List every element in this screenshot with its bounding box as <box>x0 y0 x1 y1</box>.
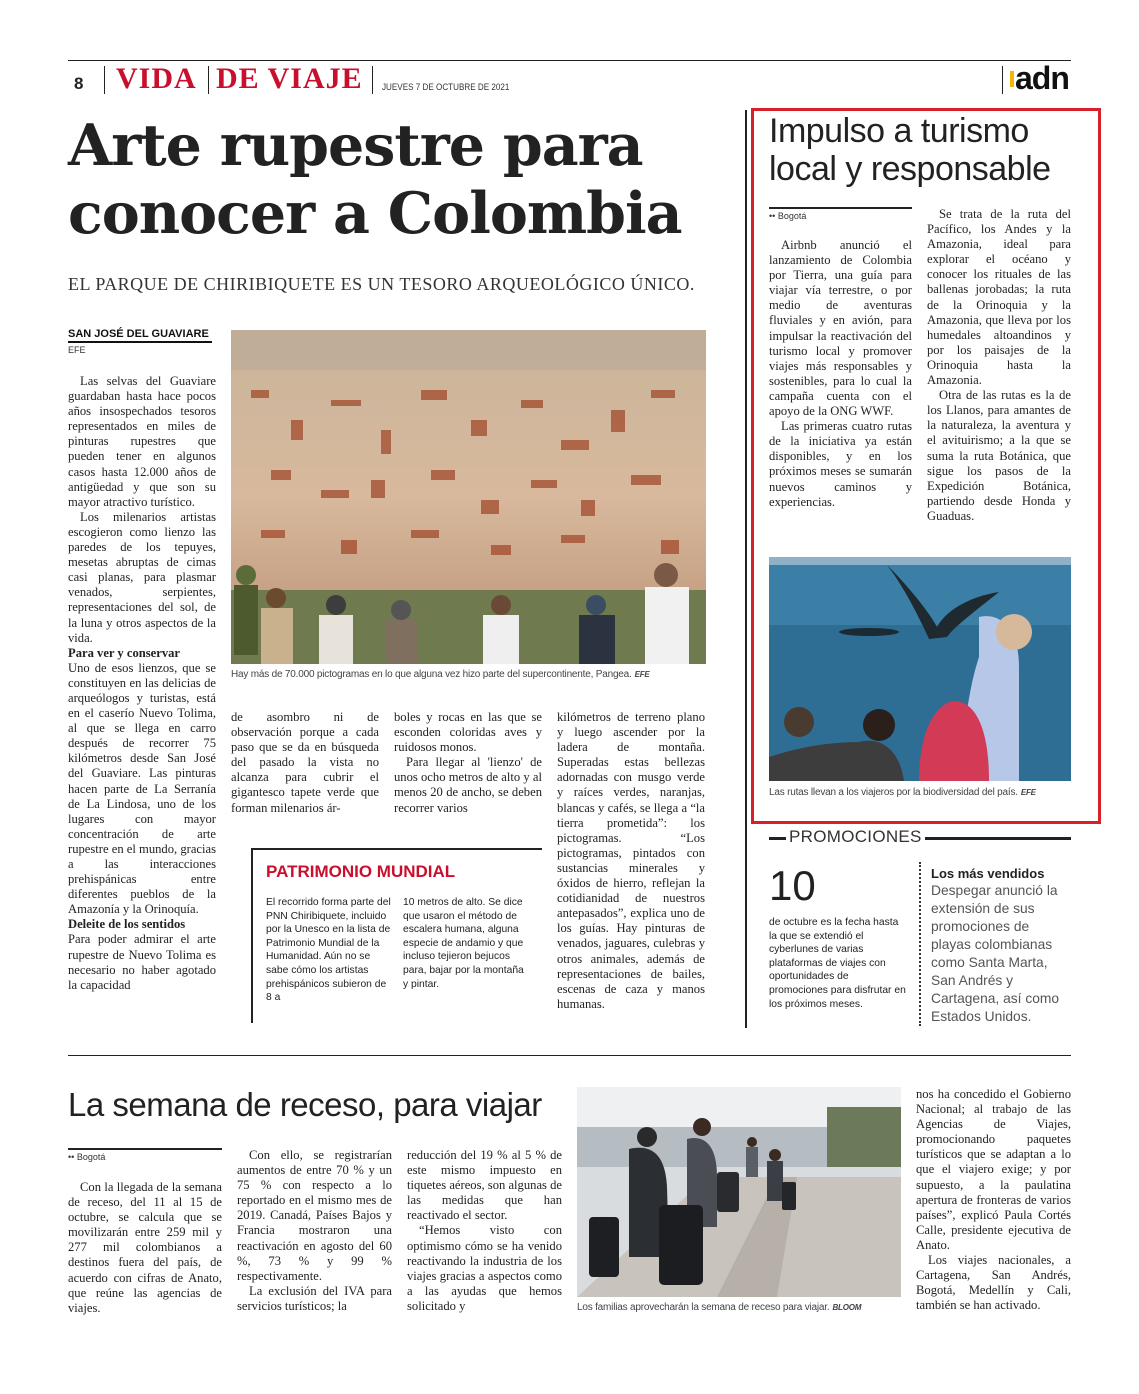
caption-text: Hay más de 70.000 pictogramas en lo que alguna vez hizo parte del supercontinente, Pangea. <box>231 669 632 680</box>
paragraph: Los viajes nacionales, a Cartagena, San Andrés, Bogotá, Medellín y Cali, también se han activado. <box>916 1253 1071 1313</box>
header-divider-2 <box>208 66 209 94</box>
dateline-city: Bogotá <box>777 211 807 221</box>
promo-side-text: Despegar anunció la extensión de sus promociones de playas colombianas como Santa Marta, San Andrés y Cartagena, así como Estados Unidos. <box>931 883 1060 1024</box>
patrimonio-title: PATRIMONIO MUNDIAL <box>266 862 456 881</box>
paragraph: Airbnb anunció el lanzamiento de Colombia por Tierra, una guía para viajar vía terrestre, o por medio de aventuras fluviales y en avión, para impulsar la reactivación del turismo local y promover viajes más responsables y sostenibles, para lo cual la campaña cuenta con el apoyo de la ONG WWF. <box>769 238 912 419</box>
paragraph: boles y rocas en las que se esconden coloridas aves y ruidosos monos. <box>394 710 542 755</box>
main-headline: Arte rupestre para conocer a Colombia <box>68 112 682 247</box>
paragraph: Uno de esos lienzos, que se constituyen en las delicias de arqueólogos y turistas, está en el caserío Nuevo Tolima, al que se llega en carro después de recorrer 75 kilómetros desde San José del Guaviare. Las pinturas hacen parte de La Serranía de La Lindosa, uno de los lugares con mayor concentración de arte rupestre en el mundo, gracias a las interacciones prehispánicas entre diferentes pueblos de la Amazonía y la Orinoquía. <box>68 660 216 917</box>
promo-side-title: Los más vendidos <box>931 866 1045 881</box>
promo-dotted-divider <box>919 862 921 1026</box>
caption-text: Las rutas llevan a los viajeros por la biodiversidad del país. <box>769 787 1018 798</box>
side-dateline: •• Bogotá <box>769 207 912 221</box>
whale-photo-image <box>769 557 1071 781</box>
adn-logo <box>1010 60 1069 97</box>
bottom-column-2 <box>237 1148 392 1314</box>
promo-big-number: 10 <box>769 862 816 909</box>
header-rule <box>68 60 1071 61</box>
side-column-2 <box>927 207 1071 524</box>
section-title-vida: VIDA <box>116 62 197 95</box>
main-dateline <box>68 328 212 355</box>
bottom-dateline: •• Bogotá <box>68 1148 222 1162</box>
paragraph: La exclusión del IVA para servicios turísticos; la <box>237 1283 392 1313</box>
promociones-label: PROMOCIONES <box>786 827 925 847</box>
header-divider-4 <box>1002 66 1003 94</box>
paragraph: Otra de las rutas es la de los Llanos, para amantes de la naturaleza, la aventura y el avituirismo; a la que se suma la ruta Botánica, que sigue los pasos de la Expedición Botánica, partiendo desde Honda y Guaduas. <box>927 388 1071 523</box>
airport-caption <box>577 1302 861 1313</box>
whale-photo <box>769 557 1071 781</box>
paragraph: de asombro ni de observación porque a cada paso que se da en búsqueda del pasado la vista no alcanza para cubrir el gigantesco tapete verde que forman milenarios ár- <box>231 710 379 815</box>
bottom-headline: La semana de receso, para viajar <box>68 1086 542 1123</box>
main-column-4 <box>557 710 705 1012</box>
promo-number-text: de octubre es la fecha hasta la que se extendió el cyberlunes de varias plataformas de viajes con oportunidades de promociones para disfrutar en los próximos meses. <box>769 917 906 1010</box>
bottom-column-4 <box>916 1087 1071 1313</box>
whale-caption <box>769 787 1036 798</box>
section-title-viaje: DE VIAJE <box>216 62 363 95</box>
bottom-column-1 <box>68 1180 222 1316</box>
paragraph: Con ello, se registrarían aumentos de entre 70 % y un 75 % con respecto a lo reportado en el mismo mes de 2019. Canadá, Países Bajos y Francia mostraron una reactivación en agosto del 60 %, 73 % y 99 % respectivamente. <box>237 1148 392 1283</box>
patrimonio-col-1: El recorrido forma parte del PNN Chiribiquete, incluido por la Unesco en la lista de Patrimonio Mundial de la Humanidad. Aún no se sabe cómo los artistas prehispánicos subieron de 8 a <box>266 897 391 1004</box>
patrimonio-box <box>251 848 542 1023</box>
bottom-column-3 <box>407 1148 562 1314</box>
location-label: SAN JOSÉ DEL GUAVIARE <box>68 328 212 343</box>
paragraph: kilómetros de terreno plano y luego ascender por la ladera de montaña. Superadas estas bellezas adornadas con musgo verde y raíces verdes, naranjas, blancas y cafés, se llega a “la tierra prometida”: los pictogramas. “Los pictogramas, pintados con sustancias minerales y óxidos de hierro, reflejan la cotidianidad de nuestros antepasados”, explica uno de los guías. Hay pinturas de venados, jaguares, culebras y otros animales, además de representaciones de bailes, escenas de caza y manos humanas. <box>557 710 705 1011</box>
photo-credit: BLOOM <box>832 1303 862 1312</box>
side-column-1 <box>769 238 912 510</box>
side-headline-line-1: Impulso a turismo <box>769 112 1029 150</box>
rock-art-caption <box>231 669 706 680</box>
side-vertical-rule <box>745 110 747 1028</box>
rock-art-photo <box>231 330 706 664</box>
issue-date: JUEVES 7 DE OCTUBRE DE 2021 <box>382 82 510 92</box>
adn-logo-mark <box>1010 71 1014 87</box>
side-headline <box>769 112 1089 188</box>
agency-label: EFE <box>68 345 86 355</box>
crosshead: Deleite de los sentidos <box>68 917 186 932</box>
crosshead: Para ver y conservar <box>68 645 181 660</box>
dateline-city: Bogotá <box>76 1152 106 1162</box>
airport-photo-image <box>577 1087 901 1297</box>
paragraph: Para poder admirar el arte rupestre de Nuevo Tolima es necesario no haber agotado la capacidad <box>68 932 216 992</box>
paragraph: reducción del 19 % al 5 % de este mismo impuesto en tiquetes aéreos, son algunas de las medidas que han reactivado el sector. <box>407 1148 562 1223</box>
page-number: 8 <box>74 74 84 93</box>
main-column-1 <box>68 374 216 993</box>
adn-logo-text: adn <box>1015 60 1069 96</box>
main-column-2 <box>231 710 379 816</box>
header-divider-3 <box>372 66 373 94</box>
paragraph: Con la llegada de la semana de receso, del 11 al 15 de octubre, se calcula que se movilizarán entre 259 mil y 277 mil colombianos a destinos fuera del país, de acuerdo con cifras de Anato, que reúne las agencias de viajes. <box>68 1180 222 1315</box>
paragraph: “Hemos visto con optimismo cómo se ha venido reactivando la industria de los viajes gracias a aspectos como a las ayudas que hemos solicitado y <box>407 1223 562 1313</box>
paragraph: Los milenarios artistas escogieron como lienzo las paredes de los tepuyes, mesetas abruptas de cimas casi planas, para plasmar venados, serpientes, representaciones del sol, de la luna y otros aspectos de la vida. <box>68 509 216 645</box>
patrimonio-col-2: 10 metros de alto. Se dice que usaron el método de escalera humana, alguna especie de andamio y que incluso tejieron bejucos para, bajar por la montaña y pintar. <box>403 897 524 990</box>
caption-text: Los familias aprovecharán la semana de receso para viajar. <box>577 1302 830 1313</box>
airport-photo <box>577 1087 901 1297</box>
header-divider <box>104 66 105 94</box>
rock-art-photo-image <box>231 330 706 664</box>
main-subheadline: EL PARQUE DE CHIRIBIQUETE ES UN TESORO ARQUEOLÓGICO ÚNICO. <box>68 274 695 294</box>
paragraph: Las primeras cuatro rutas de la iniciativa ya están disponibles, y en los próximos meses se sumarán nuevos caminos y experiencias. <box>769 419 912 509</box>
photo-credit: EFE <box>1020 788 1036 797</box>
paragraph: Las selvas del Guaviare guardaban hasta hace pocos años insospechados tesoros representados en miles de pinturas rupestres que pueden tener en algunos casos hasta 12.000 años de antigüedad y que son su mayor atractivo turístico. <box>68 374 216 509</box>
side-headline-line-2: local y responsable <box>769 150 1051 188</box>
main-column-3 <box>394 710 542 816</box>
photo-credit: EFE <box>634 670 650 679</box>
paragraph: Para llegar al 'lienzo' de unos ocho metros de alto y al menos 20 de ancho, se deben recorrer varios <box>394 755 542 815</box>
paragraph: Se trata de la ruta del Pacífico, los Andes y la Amazonia, ideal para explorar el océano y conocer los rituales de las ballenas jorobadas; la ruta de la Orinoquia y la Amazonia, que lleva por los humedales altoandinos y por los paisajes de la Orinoquia hasta la Amazonia. <box>927 207 1071 388</box>
paragraph: nos ha concedido el Gobierno Nacional; al trabajo de las Agencias de Viajes, promocionando paquetes turísticos que se adaptan a lo que el viajero exige; y por supuesto, a la paulatina apertura de fronteras de varios países”, explicó Paula Cortés Calle, presidente ejecutiva de Anato. <box>916 1087 1071 1252</box>
bottom-separator <box>68 1055 1071 1056</box>
